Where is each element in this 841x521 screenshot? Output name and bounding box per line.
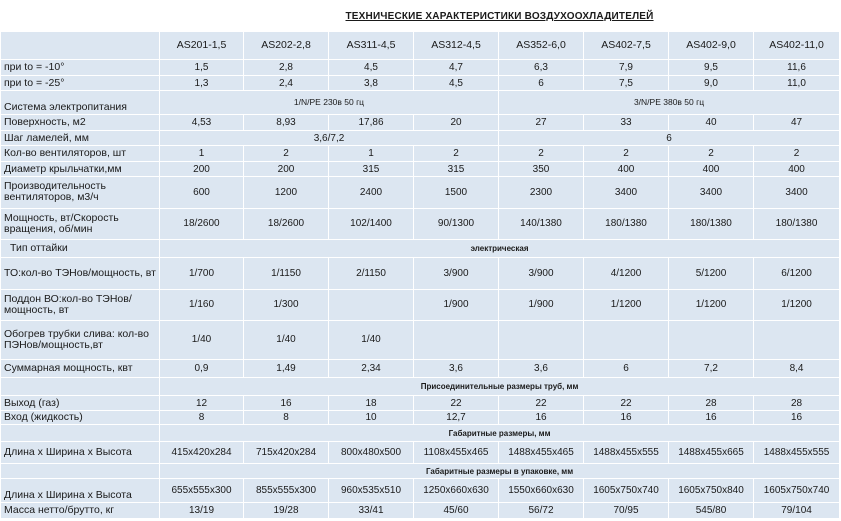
table-row [1, 479, 840, 503]
table-cell: 180/1380 [584, 208, 669, 239]
table-cell: 415x420x284 [160, 442, 244, 464]
table-cell: 1/1150 [244, 258, 329, 289]
table-cell: 102/1400 [329, 208, 414, 239]
table-cell: 400 [584, 161, 669, 177]
table-cell: 11,0 [754, 75, 840, 91]
table-cell [584, 320, 669, 359]
table-cell: 28 [669, 396, 754, 411]
table-cell: 8 [244, 410, 329, 425]
table-cell: 1488x455x465 [499, 442, 584, 464]
table-row [1, 239, 840, 258]
table-cell: 200 [160, 161, 244, 177]
table-cell: 1500 [414, 177, 499, 208]
table-title: ТЕХНИЧЕСКИЕ ХАРАКТЕРИСТИКИ ВОЗДУХООХЛАДИТЕЛЕЙ [345, 10, 654, 22]
table-cell: 16 [584, 410, 669, 425]
table-cell: 17,86 [329, 115, 414, 131]
table-row [1, 146, 840, 162]
fin-pitch-b: 6 [499, 130, 840, 146]
table-cell: 2,8 [244, 60, 329, 76]
row-label: Тип оттайки [1, 239, 160, 258]
dims-section-title: Габаритные размеры, мм [160, 425, 840, 442]
table-cell: 400 [754, 161, 840, 177]
table-cell: 28 [754, 396, 840, 411]
row-label: Обогрев трубки слива: кол-во ПЭНов/мощность,вт [1, 320, 160, 359]
table-cell: 1,3 [160, 75, 244, 91]
table-cell: 1/1200 [669, 289, 754, 320]
table-row [1, 208, 840, 239]
table-cell: 6,3 [499, 60, 584, 76]
table-cell: 11,6 [754, 60, 840, 76]
table-cell: 1/40 [329, 320, 414, 359]
table-cell: 1/40 [160, 320, 244, 359]
table-cell: 3400 [669, 177, 754, 208]
table-row [1, 75, 840, 91]
table-cell: 1605x750x840 [669, 479, 754, 503]
table-cell: 4,5 [329, 60, 414, 76]
model-header: AS312-4,5 [414, 32, 499, 60]
model-header: AS402-11,0 [754, 32, 840, 60]
table-cell: 40 [669, 115, 754, 131]
table-cell: 1605x750x740 [584, 479, 669, 503]
table-row [1, 258, 840, 289]
models-row [1, 32, 840, 60]
section-row [1, 377, 840, 396]
table-cell: 47 [754, 115, 840, 131]
table-cell: 79/104 [754, 503, 840, 519]
table-cell: 9,0 [669, 75, 754, 91]
table-cell: 12,7 [414, 410, 499, 425]
table-cell: 4,5 [414, 75, 499, 91]
table-cell: 1550x660x630 [499, 479, 584, 503]
table-row [1, 442, 840, 464]
row-label: Шаг ламелей, мм [1, 130, 160, 146]
table-cell: 315 [329, 161, 414, 177]
table-cell: 1/300 [244, 289, 329, 320]
table-row [1, 177, 840, 208]
table-cell: 1/40 [244, 320, 329, 359]
row-label: Масса нетто/брутто, кг [1, 503, 160, 519]
table-cell: 1/900 [499, 289, 584, 320]
table-cell: 7,2 [669, 360, 754, 378]
table-cell: 1488x455x555 [584, 442, 669, 464]
row-label: Поверхность, м2 [1, 115, 160, 131]
table-cell: 27 [499, 115, 584, 131]
table-cell: 3,8 [329, 75, 414, 91]
table-row [1, 289, 840, 320]
row-label: Мощность, вт/Скорость вращения, об/мин [1, 208, 160, 239]
table-cell: 200 [244, 161, 329, 177]
table-cell: 33/41 [329, 503, 414, 519]
table-cell [414, 320, 499, 359]
table-cell: 90/1300 [414, 208, 499, 239]
table-cell: 600 [160, 177, 244, 208]
row-label: Суммарная мощность, квт [1, 360, 160, 378]
table-row [1, 130, 840, 146]
table-row [1, 60, 840, 76]
table-cell: 13/19 [160, 503, 244, 519]
table-cell: 1605x750x740 [754, 479, 840, 503]
table-cell: 18/2600 [160, 208, 244, 239]
table-cell: 400 [669, 161, 754, 177]
table-cell: 1108x455x465 [414, 442, 499, 464]
table-cell [499, 320, 584, 359]
table-cell [754, 320, 840, 359]
table-cell: 1 [329, 146, 414, 162]
table-cell: 2 [244, 146, 329, 162]
table-cell: 18/2600 [244, 208, 329, 239]
table-cell: 180/1380 [669, 208, 754, 239]
table-cell: 16 [244, 396, 329, 411]
table-cell: 18 [329, 396, 414, 411]
table-cell: 2300 [499, 177, 584, 208]
table-cell: 2 [499, 146, 584, 162]
table-cell: 22 [414, 396, 499, 411]
table-cell: 45/60 [414, 503, 499, 519]
table-cell: 800x480x500 [329, 442, 414, 464]
pipe-section-title: Присоединительные размеры труб, мм [160, 377, 840, 396]
table-cell: 3400 [754, 177, 840, 208]
row-label: ТО:кол-во ТЭНов/мощность, вт [1, 258, 160, 289]
table-cell: 2,34 [329, 360, 414, 378]
table-cell: 2/1150 [329, 258, 414, 289]
row-label: Кол-во вентиляторов, шт [1, 146, 160, 162]
table-cell: 4,7 [414, 60, 499, 76]
table-row [1, 91, 840, 115]
table-cell: 3,6 [414, 360, 499, 378]
table-cell: 1/1200 [584, 289, 669, 320]
table-cell: 3/900 [414, 258, 499, 289]
row-label: Вход (жидкость) [1, 410, 160, 425]
table-cell: 180/1380 [754, 208, 840, 239]
row-label: при to = -25° [1, 75, 160, 91]
table-cell: 5/1200 [669, 258, 754, 289]
table-cell: 315 [414, 161, 499, 177]
table-cell: 7,5 [584, 75, 669, 91]
row-label: Поддон ВО:кол-во ТЭНов/мощность, вт [1, 289, 160, 320]
table-cell: 10 [329, 410, 414, 425]
defrost-type-value: электрическая [160, 239, 840, 258]
title-row [1, 1, 840, 32]
model-header: AS201-1,5 [160, 32, 244, 60]
table-cell: 3,6 [499, 360, 584, 378]
table-cell: 16 [669, 410, 754, 425]
section-row [1, 425, 840, 442]
table-cell: 350 [499, 161, 584, 177]
table-cell: 1 [160, 146, 244, 162]
section-row [1, 463, 840, 479]
table-cell: 2400 [329, 177, 414, 208]
table-cell: 2 [414, 146, 499, 162]
table-cell: 22 [584, 396, 669, 411]
table-cell: 960x535x510 [329, 479, 414, 503]
row-label: Длина х Ширина х Высота [1, 479, 160, 503]
table-cell: 56/72 [499, 503, 584, 519]
fin-pitch-a: 3,6/7,2 [160, 130, 499, 146]
row-label: Система электропитания [1, 91, 160, 115]
table-cell: 0,9 [160, 360, 244, 378]
model-header: AS202-2,8 [244, 32, 329, 60]
table-cell: 33 [584, 115, 669, 131]
table-cell: 2 [754, 146, 840, 162]
table-cell: 20 [414, 115, 499, 131]
table-cell: 140/1380 [499, 208, 584, 239]
table-cell: 715x420x284 [244, 442, 329, 464]
table-row [1, 396, 840, 411]
table-cell: 12 [160, 396, 244, 411]
table-cell: 16 [754, 410, 840, 425]
table-cell: 545/80 [669, 503, 754, 519]
table-cell: 8,93 [244, 115, 329, 131]
table-cell: 1,5 [160, 60, 244, 76]
table-cell: 7,9 [584, 60, 669, 76]
table-cell: 4,53 [160, 115, 244, 131]
table-cell: 1/900 [414, 289, 499, 320]
table-cell: 855x555x300 [244, 479, 329, 503]
table-row [1, 410, 840, 425]
table-row [1, 161, 840, 177]
table-cell [329, 289, 414, 320]
row-label: при to = -10° [1, 60, 160, 76]
model-header: AS311-4,5 [329, 32, 414, 60]
table-row [1, 320, 840, 359]
pack-section-title: Габаритные размеры в упаковке, мм [160, 463, 840, 479]
table-cell: 6/1200 [754, 258, 840, 289]
row-label: Выход (газ) [1, 396, 160, 411]
table-cell: 2,4 [244, 75, 329, 91]
table-cell: 70/95 [584, 503, 669, 519]
row-label: Длина х Ширина х Высота [1, 442, 160, 464]
table-cell: 3400 [584, 177, 669, 208]
table-cell: 6 [499, 75, 584, 91]
table-cell: 6 [584, 360, 669, 378]
table-cell: 4/1200 [584, 258, 669, 289]
row-label: Производительность вентиляторов, м3/ч [1, 177, 160, 208]
table-cell [669, 320, 754, 359]
table-cell: 16 [499, 410, 584, 425]
table-cell: 1250x660x630 [414, 479, 499, 503]
table-cell: 1200 [244, 177, 329, 208]
table-cell: 2 [584, 146, 669, 162]
model-header: AS402-7,5 [584, 32, 669, 60]
table-cell: 1/700 [160, 258, 244, 289]
table-row [1, 503, 840, 519]
table-cell: 655x555x300 [160, 479, 244, 503]
table-row [1, 360, 840, 378]
table-cell: 9,5 [669, 60, 754, 76]
table-cell: 1/1200 [754, 289, 840, 320]
table-cell: 1488x455x555 [754, 442, 840, 464]
table-row [1, 115, 840, 131]
table-cell: 1/160 [160, 289, 244, 320]
table-cell: 1,49 [244, 360, 329, 378]
table-cell: 22 [499, 396, 584, 411]
table-cell: 8 [160, 410, 244, 425]
table-cell: 2 [669, 146, 754, 162]
row-label: Диаметр крыльчатки,мм [1, 161, 160, 177]
table-cell: 19/28 [244, 503, 329, 519]
table-cell: 3/900 [499, 258, 584, 289]
power-supply-single-phase: 1/N/PE 230в 50 гц [160, 91, 499, 115]
table-cell: 8,4 [754, 360, 840, 378]
table-cell: 1488x455x665 [669, 442, 754, 464]
model-header: AS402-9,0 [669, 32, 754, 60]
power-supply-three-phase: 3/N/PE 380в 50 гц [499, 91, 840, 115]
model-header: AS352-6,0 [499, 32, 584, 60]
